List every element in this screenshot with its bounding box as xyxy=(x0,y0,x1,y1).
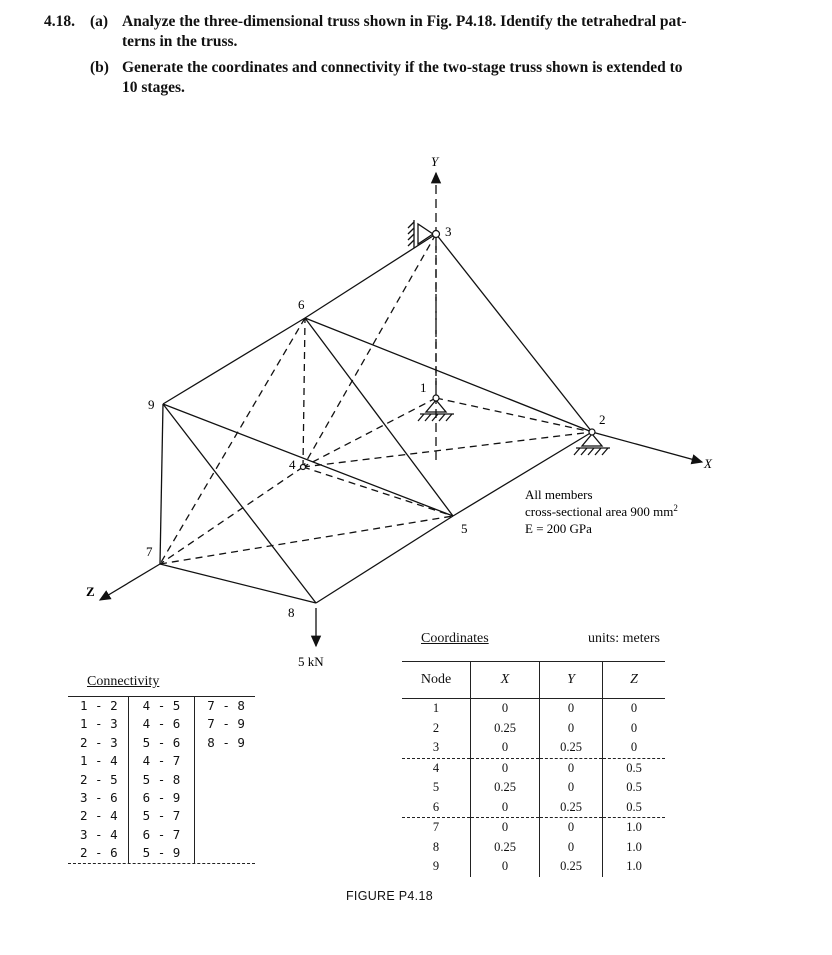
coordinate-cell: 0 xyxy=(471,738,540,758)
node-4-marker xyxy=(301,465,306,470)
coordinate-cell: 0 xyxy=(603,738,666,758)
coordinate-cell: 0 xyxy=(540,818,603,838)
connectivity-entry: 1 - 4 xyxy=(80,753,118,769)
member-6-9 xyxy=(163,318,305,404)
header-x: X xyxy=(471,662,540,699)
coordinate-cell: 6 xyxy=(402,798,471,818)
coordinates-body xyxy=(402,699,665,877)
coordinate-cell: 0 xyxy=(603,699,666,719)
coordinate-cell: 2 xyxy=(432,720,440,735)
connectivity-entry: 4 - 6 xyxy=(142,716,181,732)
connectivity-entry: 4 - 7 xyxy=(142,753,181,769)
problem-number: 4.18. xyxy=(44,13,75,30)
connectivity-entry: 3 - 6 xyxy=(80,790,118,806)
node-2-marker xyxy=(589,429,595,435)
coordinate-cell: 0 xyxy=(471,857,540,877)
member-4-5 xyxy=(303,467,453,516)
node-3-label: 3 xyxy=(445,224,452,239)
node-1-marker xyxy=(433,395,439,401)
connectivity-entry: 7 - 8 xyxy=(207,698,245,713)
coordinate-cell: 0 xyxy=(471,798,540,818)
connectivity-entry: 2 - 4 xyxy=(80,808,118,824)
part-a-line-2: terns in the truss. xyxy=(122,33,238,50)
properties-line-2-group xyxy=(525,503,678,519)
properties-line-2: cross-sectional area 900 mm xyxy=(525,504,674,519)
coordinate-cell: 5 xyxy=(432,780,440,794)
node-5-label: 5 xyxy=(461,521,468,536)
node-2-label: 2 xyxy=(599,412,606,427)
coordinate-cell: 0 xyxy=(471,818,540,838)
table-row xyxy=(402,857,665,877)
connectivity-entry: 5 - 7 xyxy=(142,808,181,824)
node-6-label: 6 xyxy=(298,297,305,312)
coordinate-cell: 0.25 xyxy=(540,798,603,818)
coordinate-cell: 0 xyxy=(471,758,540,778)
properties-line-3: E = 200 GPa xyxy=(525,521,592,536)
header-z: Z xyxy=(603,662,666,699)
part-b-label: (b) xyxy=(90,59,109,76)
z-axis xyxy=(100,564,160,600)
node-8-label: 8 xyxy=(288,605,295,620)
table-row xyxy=(402,699,665,719)
connectivity-column-3 xyxy=(195,697,255,863)
connectivity-entry: 5 - 8 xyxy=(142,771,181,787)
node-4-label: 4 xyxy=(289,457,296,472)
table-row xyxy=(402,798,665,818)
connectivity-table xyxy=(68,696,255,864)
coordinate-cell: 0.25 xyxy=(540,738,603,758)
coordinate-cell: 8 xyxy=(432,839,440,854)
connectivity-entry: 7 - 9 xyxy=(207,716,245,732)
z-axis-label: Z xyxy=(86,584,95,599)
member-4-2 xyxy=(303,432,592,467)
coordinate-cell: 1 xyxy=(432,701,440,715)
part-b-line-1: Generate the coordinates and connectivity if the two-stage truss shown is extended to xyxy=(122,59,683,76)
coordinate-cell: 1.0 xyxy=(603,838,666,858)
y-axis-label: Y xyxy=(431,154,439,169)
node-9-label: 9 xyxy=(148,397,155,412)
coordinate-cell: 0.5 xyxy=(603,778,666,798)
connectivity-entry: 2 - 3 xyxy=(80,734,118,750)
connectivity-entry: 2 - 5 xyxy=(80,771,118,787)
coordinate-cell: 0.25 xyxy=(471,838,540,858)
member-9-7 xyxy=(160,404,163,564)
units-label: units: meters xyxy=(588,631,660,646)
support-node-2 xyxy=(574,434,610,455)
member-4-7 xyxy=(160,467,303,564)
coordinate-cell: 1.0 xyxy=(603,857,666,877)
coordinate-cell: 0 xyxy=(540,699,603,719)
node-3-marker xyxy=(433,231,440,238)
table-row xyxy=(402,719,665,739)
header-node: Node xyxy=(402,662,471,699)
part-a-label: (a) xyxy=(90,13,109,30)
node-7-label: 7 xyxy=(146,544,153,559)
coordinate-cell: 0.5 xyxy=(603,798,666,818)
connectivity-title: Connectivity xyxy=(87,674,160,689)
node-1-label: 1 xyxy=(420,380,427,395)
coordinates-title: Coordinates xyxy=(421,631,489,646)
member-3-2 xyxy=(436,234,592,432)
connectivity-entry: 6 - 7 xyxy=(142,826,181,842)
coordinate-cell: 0 xyxy=(540,778,603,798)
coordinates-table xyxy=(402,661,665,877)
connectivity-column-1 xyxy=(68,697,128,863)
table-row xyxy=(402,738,665,758)
properties-line-2-superscript: 2 xyxy=(673,503,678,513)
connectivity-entry: 3 - 4 xyxy=(80,826,118,842)
connectivity-entry: 5 - 6 xyxy=(142,734,181,750)
connectivity-entry: 1 - 3 xyxy=(80,716,118,732)
coordinate-cell: 0.5 xyxy=(603,758,666,778)
x-axis-label: X xyxy=(704,456,712,471)
coordinate-cell: 0.25 xyxy=(540,857,603,877)
coordinate-cell: 1.0 xyxy=(603,818,666,838)
coordinate-cell: 0 xyxy=(603,719,666,739)
table-row xyxy=(402,758,665,778)
coordinate-cell: 9 xyxy=(432,859,440,873)
connectivity-entry: 4 - 5 xyxy=(142,698,181,713)
connectivity-entry: 8 - 9 xyxy=(207,734,245,750)
connectivity-column-2 xyxy=(128,697,195,863)
properties-line-1: All members xyxy=(525,487,593,502)
load-label: 5 kN xyxy=(298,654,324,669)
connectivity-entry: 5 - 9 xyxy=(142,845,181,861)
part-a-line-1: Analyze the three-dimensional truss shown in Fig. P4.18. Identify the tetrahedral pat- xyxy=(122,13,687,30)
part-b-line-2: 10 stages. xyxy=(122,79,185,96)
header-y: Y xyxy=(540,662,603,699)
coordinate-cell: 3 xyxy=(402,738,471,758)
coordinate-cell: 0 xyxy=(471,699,540,719)
coordinate-cell: 4 xyxy=(432,760,440,775)
coordinate-cell: 0 xyxy=(540,838,603,858)
coordinate-cell: 0.25 xyxy=(471,719,540,739)
table-row xyxy=(402,838,665,858)
member-6-7 xyxy=(160,318,305,564)
member-7-8 xyxy=(160,564,316,603)
member-6-3 xyxy=(305,234,436,318)
connectivity-entry: 1 - 2 xyxy=(80,698,118,713)
table-row xyxy=(402,778,665,798)
connectivity-entry: 2 - 6 xyxy=(80,845,118,861)
member-4-6 xyxy=(303,318,305,467)
member-7-5 xyxy=(160,516,453,564)
x-axis xyxy=(592,432,702,462)
connectivity-entry: 6 - 9 xyxy=(142,790,181,806)
coordinate-cell: 0 xyxy=(540,758,603,778)
member-8-5 xyxy=(316,516,453,603)
figure-caption: FIGURE P4.18 xyxy=(346,889,433,903)
coordinate-cell: 0 xyxy=(540,719,603,739)
coordinate-cell: 7 xyxy=(432,820,440,834)
table-row xyxy=(402,818,665,838)
coordinate-cell: 0.25 xyxy=(471,778,540,798)
